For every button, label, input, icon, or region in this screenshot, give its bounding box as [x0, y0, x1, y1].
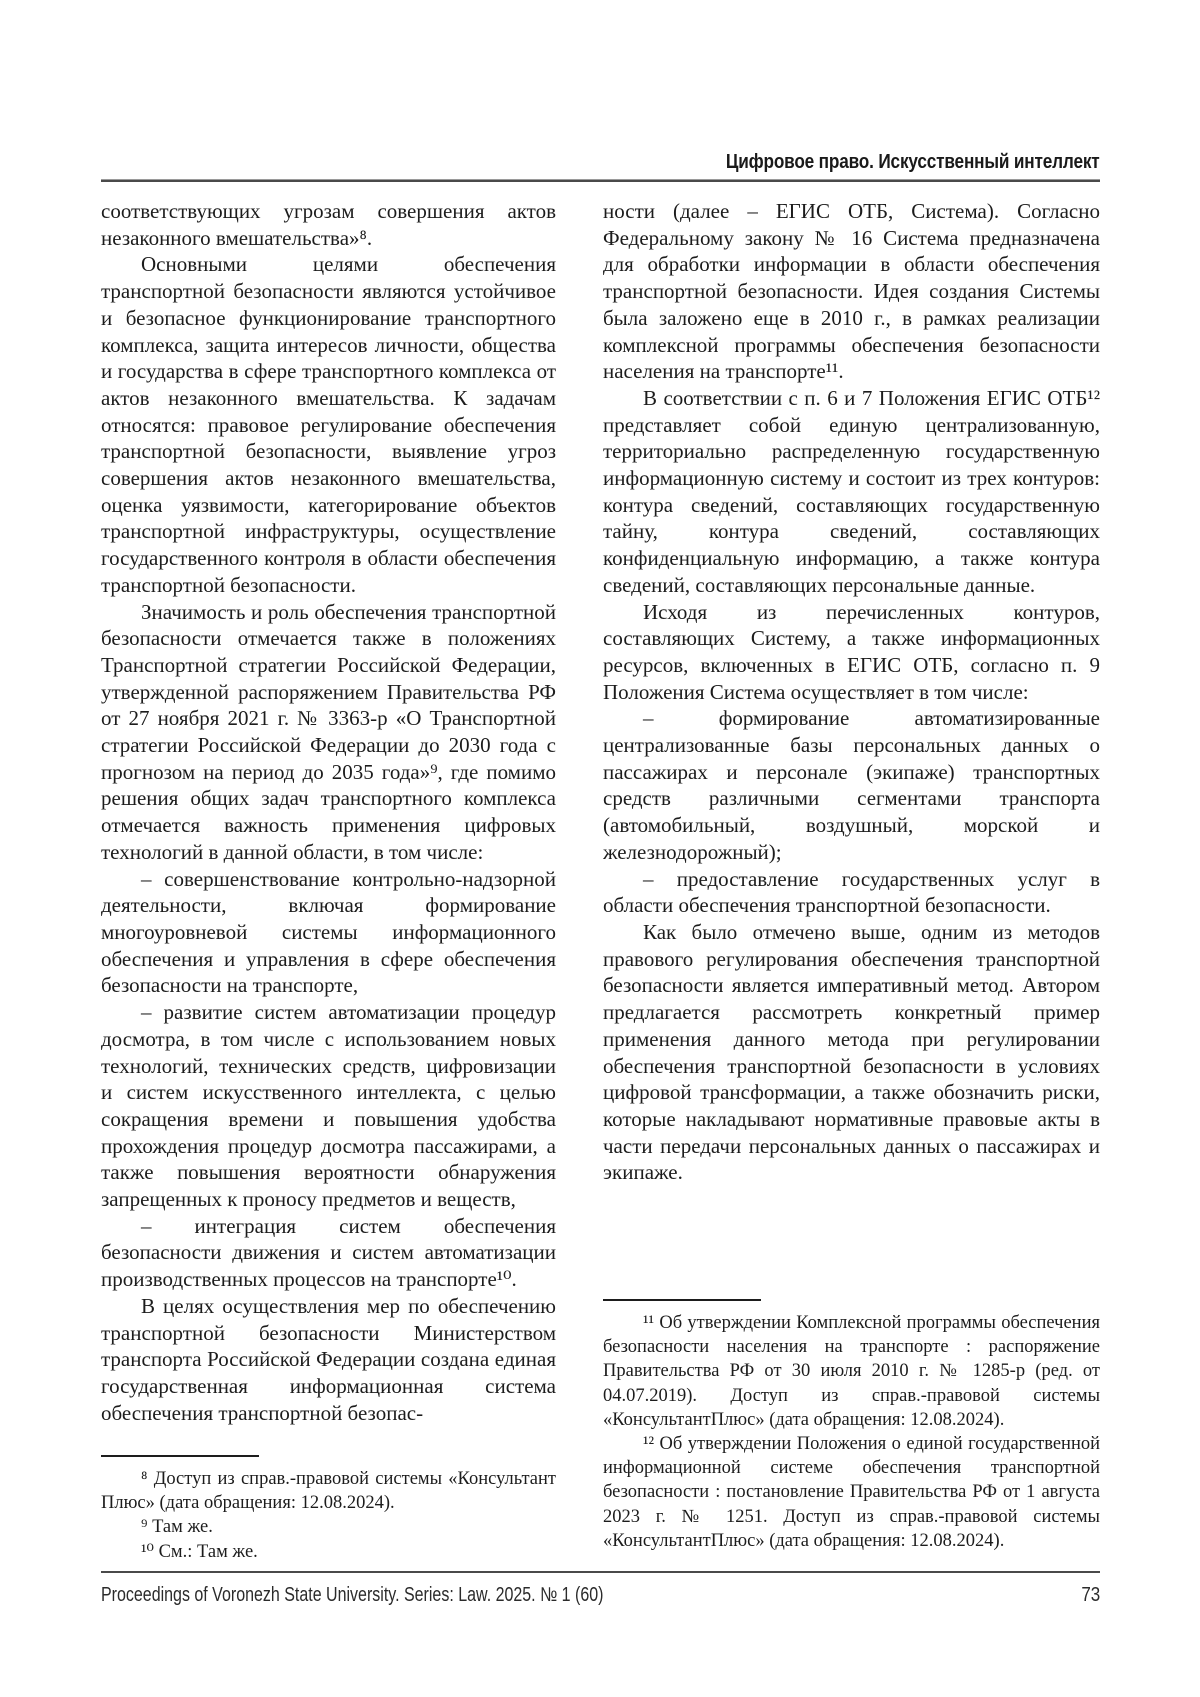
- body-paragraph: – совершенствование контрольно-надзорной деятельности, включая формирование многоуровневой системы информационного обеспечения и управления в сфере обеспечения безопасности на транспорте,: [101, 866, 556, 998]
- body-paragraph: – формирование автоматизированные централизованные базы персональных данных о пассажирах и персонале (экипаже) транспортных средств различными сегментами транспорта (автомобильный, воздушный, морской и железнодорожный);: [603, 706, 1100, 864]
- running-head: Цифровое право. Искусственный интеллект: [726, 151, 1100, 173]
- footnote: ¹¹ Об утверждении Комплексной программы обеспечения безопасности населения на транспорте : распоряжение Правительства РФ от 30 июля 2010 г. № 1285-р (ред. от 04.07.2019). Доступ из справ.-правовой системы «КонсультантПлюс» (дата обращения: 12.08.2024).: [603, 1313, 1100, 1430]
- body-paragraph: Значимость и роль обеспечения транспортной безопасности отмечается также в положениях Транспортной стратегии Российской Федерации, утвержденной распоряжением Правительства РФ от 27 ноября 2021 г. № 3363-р «О Транспортной стратегии Российской Федерации до 2030 года с прогнозом на период до 2035 года»⁹, где помимо решения общих задач транспортного комплекса отмечается важность применения цифровых технологий в данной области, в том числе:: [101, 599, 556, 864]
- body-paragraph: соответствующих угрозам совершения актов незаконного вмешательства»⁸.: [101, 199, 556, 250]
- footer-rule: [101, 1571, 1100, 1573]
- body-paragraph: В целях осуществления мер по обеспечению транспортной безопасности Министерством транспорта Российской Федерации создана единая государственная информационная система обеспечения транспортной безопас-: [101, 1293, 556, 1425]
- body-paragraph: Как было отмечено выше, одним из методов правового регулирования обеспечения транспортной безопасности является императивный метод. Автором предлагается рассмотреть конкретный пример применения данного метода при регулировании обеспечения транспортной безопасности в условиях цифровой трансформации, а также обозначить риски, которые накладывают нормативные правовые акты в части передачи персональных данных о пассажирах и экипаже.: [603, 919, 1100, 1185]
- body-paragraph: Исходя из перечисленных контуров, составляющих Систему, а также информационных ресурсов, включенных в ЕГИС ОТБ, согласно п. 9 Положения Система осуществляет в том числе:: [603, 599, 1100, 704]
- body-paragraph: – интеграция систем обеспечения безопасности движения и систем автоматизации производственных процессов на транспорте¹⁰.: [101, 1213, 556, 1292]
- right-column: [603, 198, 1100, 1296]
- header-rule: [101, 179, 1100, 182]
- footnote: ¹² Об утверждении Положения о единой государственной информационной системе обеспечения транспортной безопасности : постановление Правительства РФ от 1 августа 2023 г. № 1251. Доступ из справ.-правовой системы «КонсультантПлюс» (дата обращения: 12.08.2024).: [603, 1434, 1100, 1551]
- left-footnotes: [101, 1455, 556, 1564]
- body-paragraph: – развитие систем автоматизации процедур досмотра, в том числе с использованием новых технологий, технических средств, цифровизации и систем искусственного интеллекта, с целью сокращения времени и повышения удобства прохождения процедур досмотра пассажирами, а также повышения вероятности обнаружения запрещенных к проносу предметов и веществ,: [101, 1000, 556, 1212]
- body-paragraph: В соответствии с п. 6 и 7 Положения ЕГИС ОТБ¹² представляет собой единую централизованную, территориально распределенную государственную информационную систему и состоит из трех контуров: контура сведений, составляющих государственную тайну, контура сведений, составляющих конфиденциальную информацию, а также контура сведений, составляющих персональные данные.: [603, 385, 1100, 597]
- body-paragraph: ности (далее – ЕГИС ОТБ, Система). Согласно Федеральному закону № 16 Система предназначена для обработки информации в области обеспечения транспортной безопасности. Идея создания Системы была заложено еще в 2010 г., в рамках реализации комплексной программы обеспечения безопасности населения на транспорте¹¹.: [603, 199, 1100, 384]
- left-column: [101, 198, 556, 1450]
- journal-footer-line: Proceedings of Voronezh State University. Series: Law. 2025. № 1 (60): [101, 1584, 604, 1606]
- footnote: ⁸ Доступ из справ.-правовой системы «Консультант Плюс» (дата обращения: 12.08.2024).: [101, 1469, 556, 1514]
- footnote-separator: [101, 1455, 259, 1457]
- footnote-separator: [603, 1299, 761, 1301]
- body-paragraph: – предоставление государственных услуг в области обеспечения транспортной безопасности.: [603, 866, 1100, 918]
- footnote: ¹⁰ См.: Там же.: [141, 1541, 258, 1562]
- body-paragraph: Основными целями обеспечения транспортной безопасности являются устойчивое и безопасное функционирование транспортного комплекса, защита интересов личности, общества и государства в сфере транспортного комплекса от актов незаконного вмешательства. К задачам относятся: правовое регулирование обеспечения транспортной безопасности, выявление угроз совершения актов незаконного вмешательства, оценка уязвимости, категорирование объектов транспортной инфраструктуры, осуществление государственного контроля в области обеспечения транспортной безопасности.: [101, 252, 556, 597]
- footnote: ⁹ Там же.: [141, 1517, 213, 1538]
- right-footnotes: [603, 1299, 1100, 1553]
- page-number: 73: [1081, 1584, 1100, 1606]
